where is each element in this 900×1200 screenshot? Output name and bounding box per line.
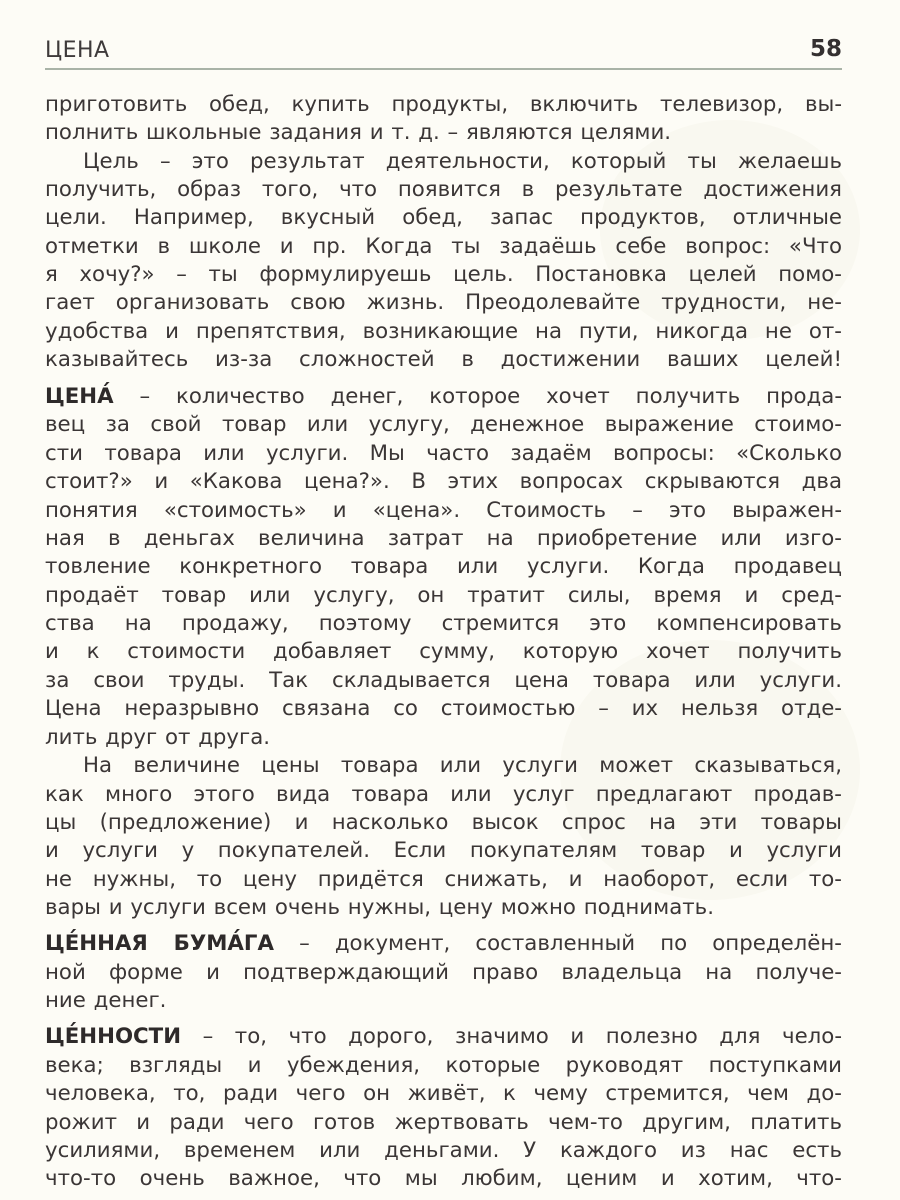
text-line xyxy=(45,987,842,1015)
text-line xyxy=(45,119,842,147)
dictionary-term: ЦЕ́ННАЯ БУМА́ГА xyxy=(45,931,274,956)
line-text: и к стоимости добавляет сумму, которую хочет получить xyxy=(45,639,842,664)
line-text: отметки в школе и пр. Когда ты задаёшь себе вопрос: «Что xyxy=(45,234,842,259)
text-line xyxy=(45,667,842,695)
text-line xyxy=(45,261,842,289)
text-line xyxy=(45,695,842,723)
line-text: цы (предложение) и насколько высок спрос на эти товары xyxy=(45,810,842,835)
text-line xyxy=(45,959,842,987)
line-text: Цена неразрывно связана со стоимостью – их нельзя отде- xyxy=(45,696,842,721)
running-header xyxy=(45,34,842,70)
text-line xyxy=(45,553,842,581)
line-text: человека, то, ради чего он живёт, к чему стремится, чем до- xyxy=(45,1081,842,1106)
text-line xyxy=(45,724,842,752)
text-line xyxy=(45,233,842,261)
line-text: удобства и препятствия, возникающие на пути, никогда не от- xyxy=(45,319,842,344)
text-line xyxy=(45,1165,842,1193)
text-line xyxy=(45,781,842,809)
text-line xyxy=(45,610,842,638)
text-line xyxy=(45,440,842,468)
dictionary-entry-line xyxy=(45,930,842,958)
text-line xyxy=(45,346,842,374)
text-line xyxy=(45,809,842,837)
dictionary-entry-line xyxy=(45,383,842,411)
line-text: На величине цены товара или услуги может сказываться, xyxy=(83,753,842,778)
line-text: гает организовать свою жизнь. Преодолевайте трудности, не- xyxy=(45,290,842,315)
line-text: ная в деньгах величина затрат на приобретение или изго- xyxy=(45,526,842,551)
line-text: понятия «стоимость» и «цена». Стоимость – это выражен- xyxy=(45,498,842,523)
text-line xyxy=(45,289,842,317)
text-line xyxy=(45,204,842,232)
line-text: – документ, составленный по определён- xyxy=(273,931,842,956)
line-text: полнить школьные задания и т. д. – являются целями. xyxy=(45,120,672,145)
text-line xyxy=(45,638,842,666)
text-line xyxy=(45,1137,842,1165)
line-text: вец за свой товар или услугу, денежное выражение стоимо- xyxy=(45,412,842,437)
text-line xyxy=(45,1080,842,1108)
line-text: Цель – это результат деятельности, который ты желаешь xyxy=(83,149,842,174)
text-line xyxy=(45,91,842,119)
line-text: ной форме и подтверждающий право владельца на получе- xyxy=(45,960,842,985)
text-line xyxy=(45,411,842,439)
line-text: я хочу?» – ты формулируешь цель. Постановка целей помо- xyxy=(45,262,842,287)
line-text: ние денег. xyxy=(45,988,167,1013)
line-text: вары и услуги всем очень нужны, цену можно поднимать. xyxy=(45,895,714,920)
page-number: 58 xyxy=(809,36,842,62)
line-text: ства на продажу, поэтому стремится это компенсировать xyxy=(45,611,842,636)
text-line xyxy=(83,148,842,176)
line-text: усилиями, временем или деньгами. У каждого из нас есть xyxy=(45,1138,842,1163)
line-text: казывайтесь из-за сложностей в достижении ваших целей! xyxy=(45,347,842,372)
line-text: приготовить обед, купить продукты, включить телевизор, вы- xyxy=(45,92,842,117)
dictionary-term: ЦЕ́ННОСТИ xyxy=(45,1024,182,1049)
text-line xyxy=(45,468,842,496)
text-line xyxy=(45,1052,842,1080)
line-text: сти товара или услуги. Мы часто задаём вопросы: «Сколько xyxy=(45,441,842,466)
line-text: – количество денег, которое хочет получить прода- xyxy=(113,384,842,409)
line-text: и услуги у покупателей. Если покупателям товар и услуги xyxy=(45,838,842,863)
text-line xyxy=(45,1109,842,1137)
text-line xyxy=(45,894,842,922)
text-line xyxy=(45,837,842,865)
text-line xyxy=(45,866,842,894)
line-text: продаёт товар или услугу, он тратит силы, время и сред- xyxy=(45,583,842,608)
running-title: ЦЕНА xyxy=(45,38,110,63)
text-line xyxy=(83,752,842,780)
dictionary-entry-line xyxy=(45,1023,842,1051)
line-text: стоит?» и «Какова цена?». В этих вопросах скрываются два xyxy=(45,469,842,494)
line-text: века; взгляды и убеждения, которые руководят поступками xyxy=(45,1053,842,1078)
line-text: за свои труды. Так складывается цена товара или услуги. xyxy=(45,668,842,693)
line-text: лить друг от друга. xyxy=(45,725,271,750)
text-line xyxy=(45,582,842,610)
text-line xyxy=(45,525,842,553)
line-text: товление конкретного товара или услуги. Когда продавец xyxy=(45,554,842,579)
line-text: цели. Например, вкусный обед, запас продуктов, отличные xyxy=(45,205,842,230)
line-text: что-то очень важное, что мы любим, ценим и хотим, что- xyxy=(45,1166,842,1191)
line-text: получить, образ того, что появится в результате достижения xyxy=(45,177,842,202)
dictionary-term: ЦЕНА́ xyxy=(45,384,114,409)
line-text: не нужны, то цену придётся снижать, и наоборот, если то- xyxy=(45,867,842,892)
line-text: рожит и ради чего готов жертвовать чем-то другим, платить xyxy=(45,1110,842,1135)
text-line xyxy=(45,176,842,204)
line-text: – то, что дорого, значимо и полезно для чело- xyxy=(181,1024,842,1049)
text-line xyxy=(45,318,842,346)
line-text: как много этого вида товара или услуг предлагают продав- xyxy=(45,782,842,807)
text-line xyxy=(45,497,842,525)
